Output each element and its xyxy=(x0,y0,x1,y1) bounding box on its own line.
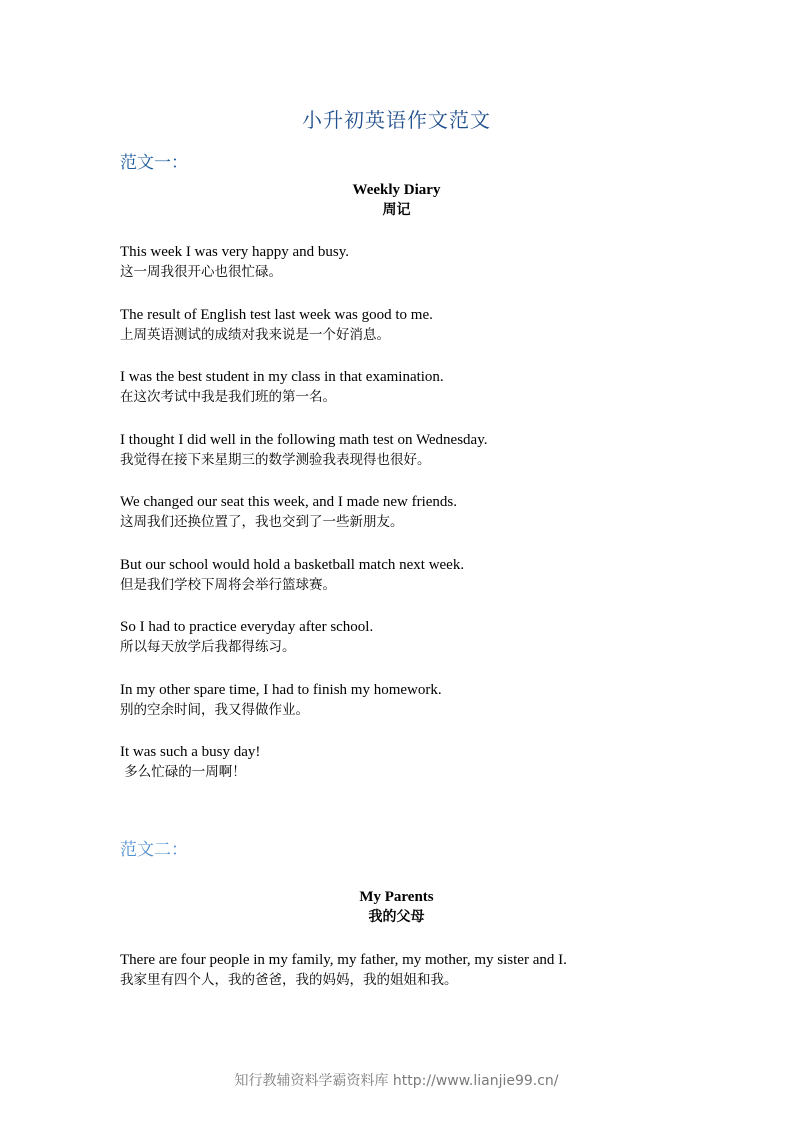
sentence-pair xyxy=(120,367,680,430)
page-title: 小升初英语作文范文 xyxy=(302,108,491,132)
sentence-en: I thought I did well in the following math test on Wednesday. xyxy=(120,431,488,448)
sentence-en: This week I was very happy and busy. xyxy=(120,244,349,260)
sentence-cn: 别的空余时间，我又得做作业。 xyxy=(120,701,309,718)
sentence-cn: 在这次考试中我是我们班的第一名。 xyxy=(120,389,336,405)
sentence-cn: 这周我们还换位置了，我也交到了一些新朋友。 xyxy=(120,514,404,530)
sentence-cn: 但是我们学校下周将会举行篮球赛。 xyxy=(120,576,336,593)
sentence-pair xyxy=(120,950,720,1013)
essay-title-en: My Parents xyxy=(359,889,434,905)
essay-1-body xyxy=(120,242,680,805)
sentence-en: It was such a busy day! xyxy=(120,744,261,760)
essay-title-cn: 我的父母 xyxy=(368,909,425,925)
sentence-pair xyxy=(120,680,680,743)
sentence-en: There are four people in my family, my father, my mother, my sister and I. xyxy=(120,952,567,968)
section-heading-2: 范文二： xyxy=(120,840,188,860)
sentence-pair xyxy=(120,242,680,305)
sentence-cn: 我觉得在接下来星期三的数学测验我表现得也很好。 xyxy=(120,451,431,468)
footer-watermark: 知行教辅资料学霸资料库 http://www.lianjie99.cn/ xyxy=(234,1073,559,1089)
essay-title-cn: 周记 xyxy=(382,202,411,218)
sentence-cn: 上周英语测试的成绩对我来说是一个好消息。 xyxy=(120,326,390,343)
essay-2-body xyxy=(120,950,720,1013)
sentence-cn: 这一周我很开心也很忙碌。 xyxy=(120,264,282,280)
essay-title-2 xyxy=(0,887,793,927)
sentence-pair xyxy=(120,305,680,368)
sentence-pair xyxy=(120,742,680,805)
sentence-cn: 我家里有四个人，我的爸爸，我的妈妈，我的姐姐和我。 xyxy=(120,972,458,988)
sentence-en: The result of English test last week was good to me. xyxy=(120,306,433,323)
essay-title-en: Weekly Diary xyxy=(352,182,441,198)
sentence-en: We changed our seat this week, and I made new friends. xyxy=(120,494,458,510)
sentence-cn: 多么忙碌的一周啊！ xyxy=(120,764,246,780)
sentence-cn: 所以每天放学后我都得练习。 xyxy=(120,639,296,655)
sentence-en: So I had to practice everyday after school. xyxy=(120,619,374,635)
sentence-en: I was the best student in my class in that examination. xyxy=(120,369,444,385)
sentence-pair xyxy=(120,555,680,618)
sentence-pair xyxy=(120,492,680,555)
essay-title-1 xyxy=(0,180,793,220)
sentence-pair xyxy=(120,430,680,493)
sentence-pair xyxy=(120,617,680,680)
sentence-en: In my other spare time, I had to finish my homework. xyxy=(120,681,442,698)
sentence-en: But our school would hold a basketball match next week. xyxy=(120,556,465,573)
section-heading-1: 范文一： xyxy=(120,153,188,173)
